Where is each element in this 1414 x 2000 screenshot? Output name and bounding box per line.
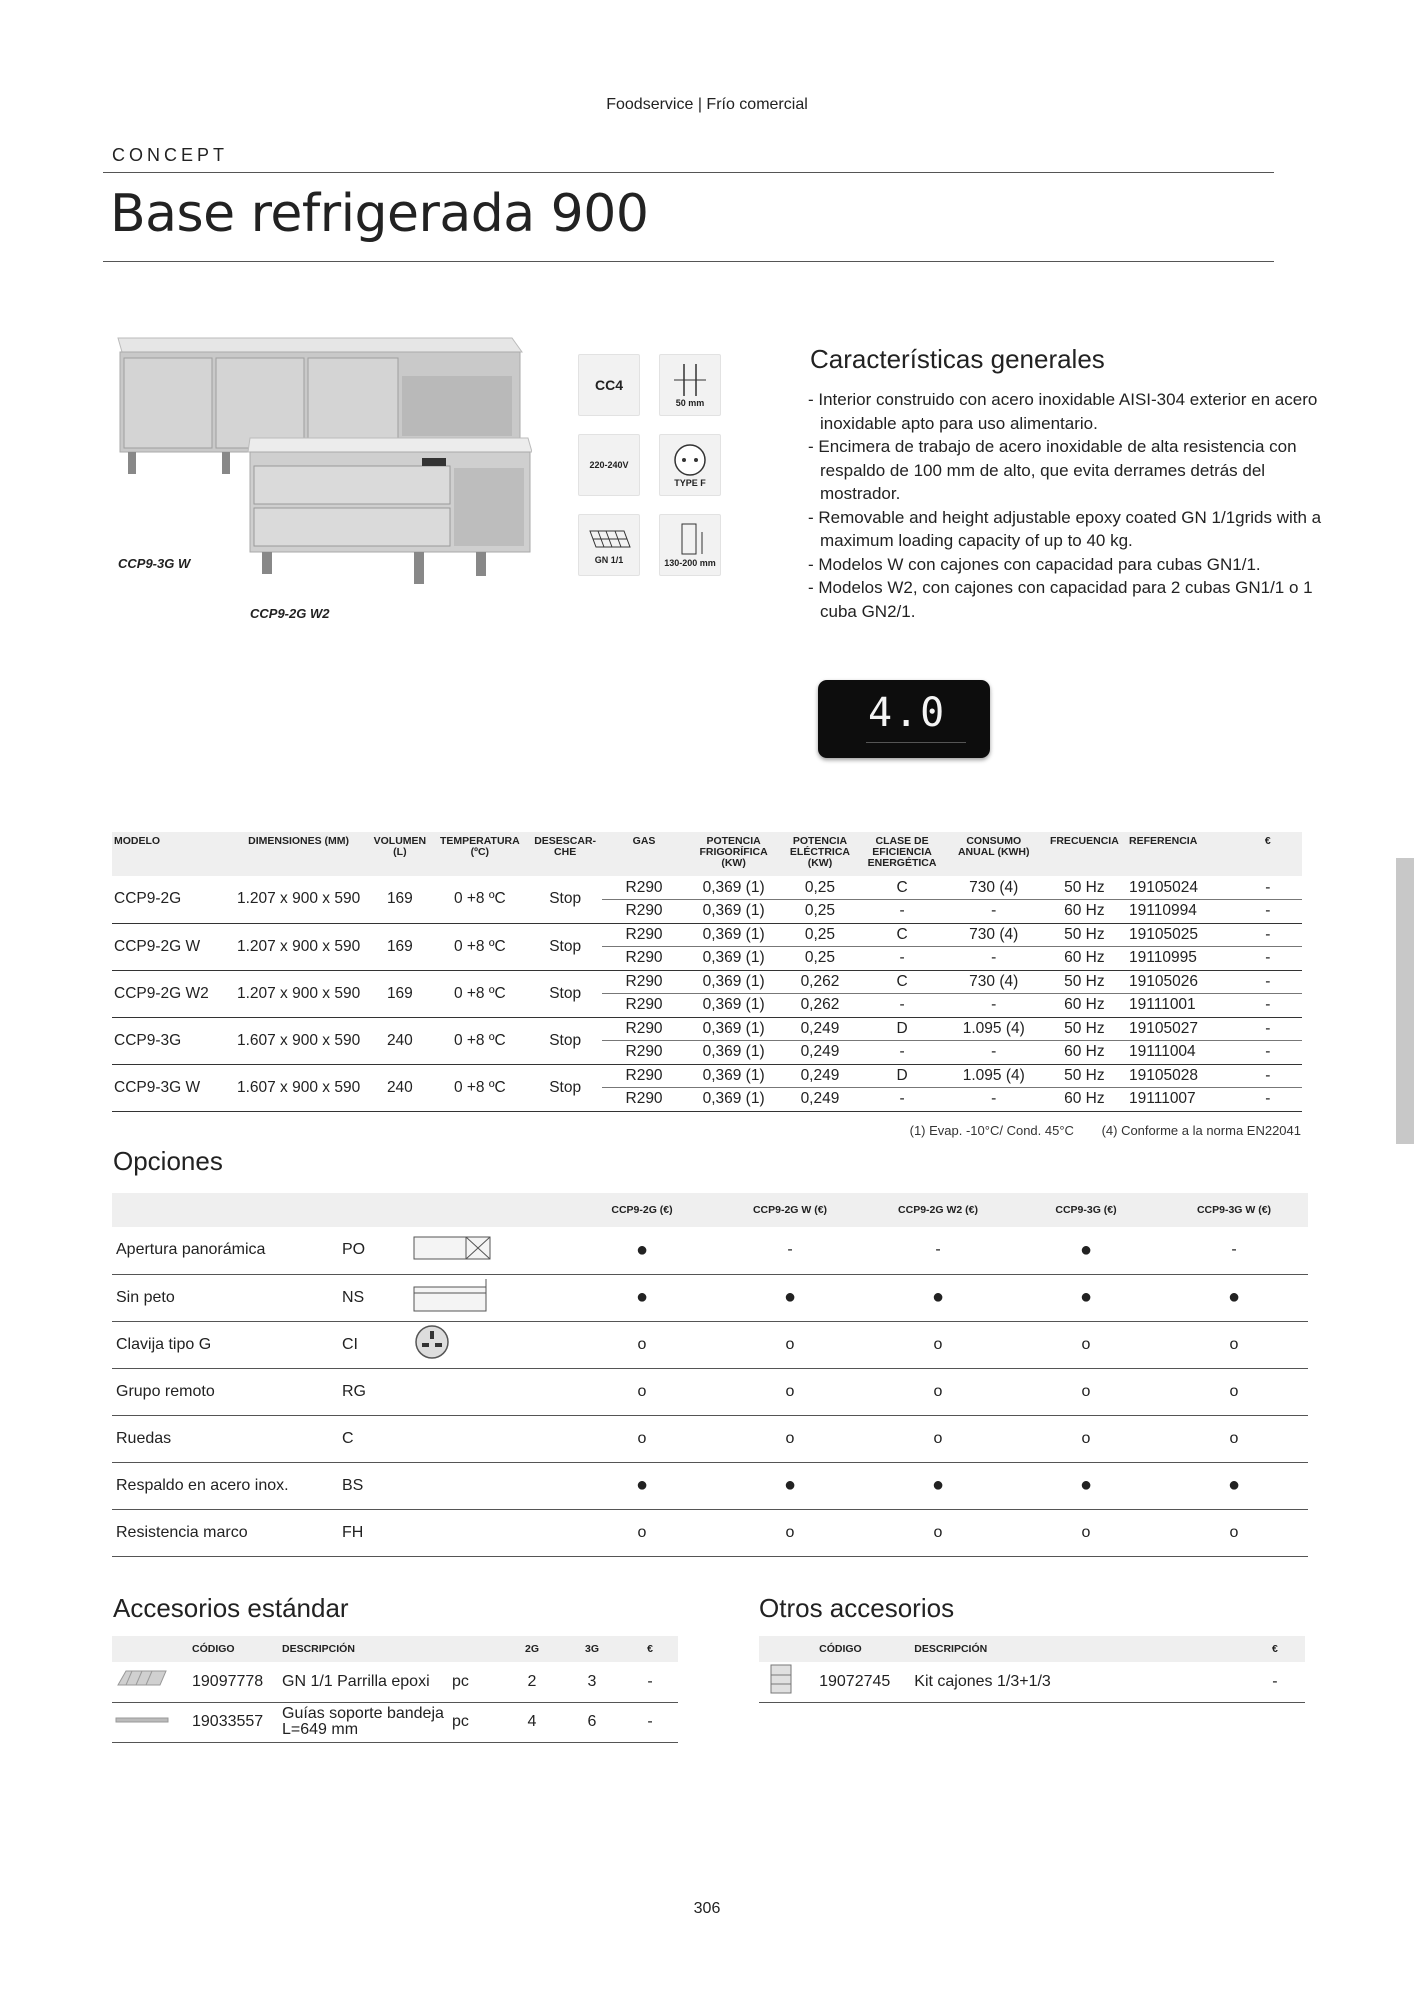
volume-cell: 240 xyxy=(368,1017,432,1064)
frequency-cell: 60 Hz xyxy=(1042,994,1127,1018)
annual-consumption-cell: - xyxy=(946,994,1042,1018)
table-header-row xyxy=(112,1193,1308,1227)
leg-height-icon: 130-200 mm xyxy=(659,514,721,576)
other-accessories-title: Otros accesorios xyxy=(759,1593,955,1623)
availability-cell: o xyxy=(716,1368,864,1415)
list-item: - Modelos W2, con cajones con capacidad para 2 cubas GN1/1 o 1 cuba GN2/1. xyxy=(808,578,1313,621)
annual-consumption-cell: 1.095 (4) xyxy=(946,1064,1042,1088)
price-cell: - xyxy=(1234,900,1302,924)
accessory-unit: pc xyxy=(452,1662,502,1702)
price-cell: - xyxy=(1234,994,1302,1018)
divider xyxy=(103,172,1274,173)
cooling-power-cell: 0,369 (1) xyxy=(686,1088,782,1112)
cooling-power-cell: 0,369 (1) xyxy=(686,947,782,971)
reference-cell: 19105026 xyxy=(1127,970,1234,994)
availability-cell: ● xyxy=(716,1274,864,1321)
cooling-power-cell: 0,369 (1) xyxy=(686,1064,782,1088)
availability-cell: o xyxy=(716,1415,864,1462)
availability-cell: o xyxy=(1012,1368,1160,1415)
model-cell: CCP9-3G xyxy=(112,1017,229,1064)
price-cell: - xyxy=(1234,876,1302,900)
accessory-description: Guías soporte bandeja L=649 mm xyxy=(282,1702,452,1742)
gas-cell: R290 xyxy=(602,923,685,947)
frequency-cell: 50 Hz xyxy=(1042,1064,1127,1088)
dimensions-cell: 1.207 x 900 x 590 xyxy=(229,876,368,923)
column-header: FRECUENCIA xyxy=(1042,832,1127,876)
gas-cell: R290 xyxy=(602,900,685,924)
note: (4) Conforme a la norma EN22041 xyxy=(1101,1123,1301,1138)
option-code: RG xyxy=(342,1368,412,1415)
divider xyxy=(103,261,1274,262)
gas-cell: R290 xyxy=(602,876,685,900)
price-cell: - xyxy=(1234,1041,1302,1065)
electric-power-cell: 0,262 xyxy=(782,994,859,1018)
column-header: € xyxy=(1234,832,1302,876)
model-cell: CCP9-2G xyxy=(112,876,229,923)
column-header: 3G xyxy=(562,1636,622,1662)
qty-3g: 3 xyxy=(562,1662,622,1702)
gas-cell: R290 xyxy=(602,994,685,1018)
climate-class-icon: CC4 xyxy=(578,354,640,416)
option-name: Apertura panorámica xyxy=(112,1227,342,1274)
column-header: CCP9-2G (€) xyxy=(568,1193,716,1227)
note: (1) Evap. -10°C/ Cond. 45°C xyxy=(909,1123,1074,1138)
column-header: € xyxy=(1245,1636,1305,1662)
cooling-power-cell: 0,369 (1) xyxy=(686,1041,782,1065)
availability-cell: o xyxy=(1012,1509,1160,1556)
gas-cell: R290 xyxy=(602,1088,685,1112)
reference-cell: 19110995 xyxy=(1127,947,1234,971)
defrost-cell: Stop xyxy=(528,970,603,1017)
column-header: GAS xyxy=(602,832,685,876)
availability-cell: o xyxy=(1160,1415,1308,1462)
qty-3g: 6 xyxy=(562,1702,622,1742)
availability-cell: ● xyxy=(716,1462,864,1509)
availability-cell: o xyxy=(864,1321,1012,1368)
column-header: TEMPERATURA (ºC) xyxy=(432,832,528,876)
table-row xyxy=(112,923,1302,947)
no-backsplash-icon xyxy=(412,1274,568,1321)
electric-power-cell: 0,25 xyxy=(782,923,859,947)
column-header: DESESCAR- CHE xyxy=(528,832,603,876)
availability-cell: o xyxy=(864,1415,1012,1462)
table-row xyxy=(112,1368,1308,1415)
table-header-row xyxy=(112,1636,678,1662)
image-caption: CCP9-2G W2 xyxy=(250,606,330,621)
accessory-description: Kit cajones 1/3+1/3 xyxy=(914,1662,1245,1702)
table-row xyxy=(112,876,1302,900)
options-table xyxy=(112,1193,1308,1557)
characteristics-list xyxy=(808,388,1338,623)
table-header-row xyxy=(759,1636,1305,1662)
availability-cell: ● xyxy=(1012,1274,1160,1321)
accessory-code: 19072745 xyxy=(819,1662,914,1702)
electric-power-cell: 0,262 xyxy=(782,970,859,994)
volume-cell: 240 xyxy=(368,1064,432,1111)
model-cell: CCP9-2G W xyxy=(112,923,229,970)
table-row xyxy=(112,1064,1302,1088)
option-icon-empty xyxy=(412,1509,568,1556)
section-header: Foodservice | Frío comercial xyxy=(606,96,808,113)
availability-cell: o xyxy=(1160,1321,1308,1368)
temperature-cell: 0 +8 ºC xyxy=(432,970,528,1017)
energy-class-cell: - xyxy=(858,900,945,924)
button-row xyxy=(866,742,966,743)
availability-cell: o xyxy=(1160,1368,1308,1415)
availability-cell: - xyxy=(864,1227,1012,1274)
availability-cell: ● xyxy=(1160,1462,1308,1509)
dimensions-cell: 1.207 x 900 x 590 xyxy=(229,923,368,970)
dimensions-cell: 1.607 x 900 x 590 xyxy=(229,1017,368,1064)
gas-cell: R290 xyxy=(602,1017,685,1041)
defrost-cell: Stop xyxy=(528,923,603,970)
annual-consumption-cell: 1.095 (4) xyxy=(946,1017,1042,1041)
option-name: Clavija tipo G xyxy=(112,1321,342,1368)
reference-cell: 19110994 xyxy=(1127,900,1234,924)
temperature-reading: 4.0 xyxy=(868,690,947,736)
table-row xyxy=(112,1509,1308,1556)
accessory-price: - xyxy=(622,1662,678,1702)
availability-cell: - xyxy=(716,1227,864,1274)
qty-2g: 2 xyxy=(502,1662,562,1702)
annual-consumption-cell: 730 (4) xyxy=(946,876,1042,900)
cooling-power-cell: 0,369 (1) xyxy=(686,900,782,924)
availability-cell: o xyxy=(716,1321,864,1368)
controller-display xyxy=(818,680,990,758)
option-icon-empty xyxy=(412,1462,568,1509)
price-cell: - xyxy=(1234,923,1302,947)
volume-cell: 169 xyxy=(368,876,432,923)
column-header: REFERENCIA xyxy=(1127,832,1234,876)
accessory-code: 19033557 xyxy=(192,1702,282,1742)
option-name: Respaldo en acero inox. xyxy=(112,1462,342,1509)
frequency-cell: 50 Hz xyxy=(1042,1017,1127,1041)
accessory-price: - xyxy=(1245,1662,1305,1702)
list-item: - Modelos W con cajones con capacidad para cubas GN1/1. xyxy=(808,554,1261,574)
gas-cell: R290 xyxy=(602,1041,685,1065)
product-image xyxy=(112,318,532,618)
availability-cell: o xyxy=(1160,1509,1308,1556)
accessory-unit: pc xyxy=(452,1702,502,1742)
reference-cell: 19105024 xyxy=(1127,876,1234,900)
electric-power-cell: 0,249 xyxy=(782,1041,859,1065)
defrost-cell: Stop xyxy=(528,1064,603,1111)
temperature-cell: 0 +8 ºC xyxy=(432,1017,528,1064)
option-code: CI xyxy=(342,1321,412,1368)
gn-grid-icon: GN 1/1 xyxy=(578,514,640,576)
characteristics-title: Características generales xyxy=(810,344,1105,374)
frequency-cell: 50 Hz xyxy=(1042,970,1127,994)
electric-power-cell: 0,249 xyxy=(782,1064,859,1088)
page-title: Base refrigerada 900 xyxy=(110,184,649,244)
temperature-cell: 0 +8 ºC xyxy=(432,876,528,923)
cooling-power-cell: 0,369 (1) xyxy=(686,876,782,900)
column-header: CÓDIGO xyxy=(819,1636,914,1662)
option-code: BS xyxy=(342,1462,412,1509)
option-name: Ruedas xyxy=(112,1415,342,1462)
product-line: CONCEPT xyxy=(112,145,229,165)
reference-cell: 19111004 xyxy=(1127,1041,1234,1065)
temperature-cell: 0 +8 ºC xyxy=(432,1064,528,1111)
availability-cell: ● xyxy=(864,1274,1012,1321)
table-row xyxy=(112,1702,678,1742)
annual-consumption-cell: - xyxy=(946,947,1042,971)
availability-cell: o xyxy=(568,1321,716,1368)
annual-consumption-cell: - xyxy=(946,1088,1042,1112)
other-accessories-table xyxy=(759,1636,1305,1703)
table-row xyxy=(112,1274,1308,1321)
availability-cell: ● xyxy=(568,1227,716,1274)
availability-cell: - xyxy=(1160,1227,1308,1274)
table-row xyxy=(112,970,1302,994)
option-name: Resistencia marco xyxy=(112,1509,342,1556)
frequency-cell: 60 Hz xyxy=(1042,947,1127,971)
dimensions-cell: 1.207 x 900 x 590 xyxy=(229,970,368,1017)
table-row xyxy=(112,1321,1308,1368)
annual-consumption-cell: 730 (4) xyxy=(946,970,1042,994)
reference-cell: 19105025 xyxy=(1127,923,1234,947)
availability-cell: o xyxy=(716,1509,864,1556)
accessory-price: - xyxy=(622,1702,678,1742)
list-item: - Interior construido con acero inoxidable AISI-304 exterior en acero inoxidable apto para uso alimentario. xyxy=(808,390,1318,433)
temperature-cell: 0 +8 ºC xyxy=(432,923,528,970)
column-header: DESCRIPCIÓN xyxy=(282,1636,452,1662)
options-title: Opciones xyxy=(113,1146,223,1176)
gas-cell: R290 xyxy=(602,970,685,994)
defrost-cell: Stop xyxy=(528,1017,603,1064)
option-code: FH xyxy=(342,1509,412,1556)
table-row xyxy=(112,1415,1308,1462)
availability-cell: o xyxy=(1012,1321,1160,1368)
cooling-power-cell: 0,369 (1) xyxy=(686,970,782,994)
defrost-cell: Stop xyxy=(528,876,603,923)
annual-consumption-cell: 730 (4) xyxy=(946,923,1042,947)
column-header: DIMENSIONES (MM) xyxy=(229,832,368,876)
energy-class-cell: - xyxy=(858,947,945,971)
energy-class-cell: C xyxy=(858,876,945,900)
dimensions-cell: 1.607 x 900 x 590 xyxy=(229,1064,368,1111)
gas-cell: R290 xyxy=(602,1064,685,1088)
availability-cell: ● xyxy=(1012,1462,1160,1509)
frequency-cell: 50 Hz xyxy=(1042,923,1127,947)
page-number: 306 xyxy=(693,1900,721,1917)
availability-cell: o xyxy=(568,1368,716,1415)
list-item: - Removable and height adjustable epoxy coated GN 1/1grids with a maximum loading capacity of up to 40 kg. xyxy=(808,507,1322,550)
column-header: CCP9-3G (€) xyxy=(1012,1193,1160,1227)
availability-cell: o xyxy=(864,1368,1012,1415)
spec-table xyxy=(112,832,1302,1112)
list-item: - Encimera de trabajo de acero inoxidable de alta resistencia con respaldo de 100 mm de alto, que evita derrames detrás del mostrador. xyxy=(808,437,1297,503)
plug-type-g-icon xyxy=(412,1321,568,1368)
standard-accessories-title: Accesorios estándar xyxy=(113,1593,349,1623)
energy-class-cell: - xyxy=(858,1041,945,1065)
column-header: CCP9-3G W (€) xyxy=(1160,1193,1308,1227)
price-cell: - xyxy=(1234,1017,1302,1041)
frequency-cell: 60 Hz xyxy=(1042,1088,1127,1112)
energy-class-cell: D xyxy=(858,1064,945,1088)
table-notes xyxy=(886,1123,1301,1138)
option-code: C xyxy=(342,1415,412,1462)
frequency-cell: 60 Hz xyxy=(1042,900,1127,924)
standard-accessories-table xyxy=(112,1636,678,1743)
availability-cell: o xyxy=(568,1415,716,1462)
availability-cell: ● xyxy=(864,1462,1012,1509)
option-code: PO xyxy=(342,1227,412,1274)
accessory-code: 19097778 xyxy=(192,1662,282,1702)
column-header: € xyxy=(622,1636,678,1662)
electric-power-cell: 0,249 xyxy=(782,1017,859,1041)
column-header: 2G xyxy=(502,1636,562,1662)
electric-power-cell: 0,25 xyxy=(782,947,859,971)
column-header: CONSUMO ANUAL (KWH) xyxy=(946,832,1042,876)
model-cell: CCP9-3G W xyxy=(112,1064,229,1111)
accessory-description: GN 1/1 Parrilla epoxi xyxy=(282,1662,452,1702)
annual-consumption-cell: - xyxy=(946,1041,1042,1065)
availability-cell: o xyxy=(568,1509,716,1556)
column-header: POTENCIA ELÉCTRICA (KW) xyxy=(782,832,859,876)
volume-cell: 169 xyxy=(368,923,432,970)
column-header: CLASE DE EFICIENCIA ENERGÉTICA xyxy=(858,832,945,876)
availability-cell: ● xyxy=(568,1462,716,1509)
table-row xyxy=(112,1227,1308,1274)
rail-guide-icon xyxy=(112,1702,192,1742)
column-header: CCP9-2G W2 (€) xyxy=(864,1193,1012,1227)
table-header-row xyxy=(112,832,1302,876)
electric-power-cell: 0,249 xyxy=(782,1088,859,1112)
price-cell: - xyxy=(1234,947,1302,971)
gas-cell: R290 xyxy=(602,947,685,971)
electric-power-cell: 0,25 xyxy=(782,900,859,924)
availability-cell: o xyxy=(864,1509,1012,1556)
availability-cell: o xyxy=(1012,1415,1160,1462)
option-icon-empty xyxy=(412,1368,568,1415)
frequency-cell: 50 Hz xyxy=(1042,876,1127,900)
price-cell: - xyxy=(1234,970,1302,994)
column-header: POTENCIA FRIGORÍFICA (KW) xyxy=(686,832,782,876)
column-header: DESCRIPCIÓN xyxy=(914,1636,1245,1662)
voltage-icon: 220-240V xyxy=(578,434,640,496)
cooling-power-cell: 0,369 (1) xyxy=(686,994,782,1018)
table-row xyxy=(112,1662,678,1702)
cooling-power-cell: 0,369 (1) xyxy=(686,923,782,947)
table-row xyxy=(112,1017,1302,1041)
column-header: MODELO xyxy=(112,832,229,876)
volume-cell: 169 xyxy=(368,970,432,1017)
drawer-kit-icon xyxy=(759,1662,819,1702)
option-code: NS xyxy=(342,1274,412,1321)
reference-cell: 19105027 xyxy=(1127,1017,1234,1041)
annual-consumption-cell: - xyxy=(946,900,1042,924)
energy-class-cell: C xyxy=(858,970,945,994)
option-icon-empty xyxy=(412,1415,568,1462)
reference-cell: 19105028 xyxy=(1127,1064,1234,1088)
frequency-cell: 60 Hz xyxy=(1042,1041,1127,1065)
energy-class-cell: D xyxy=(858,1017,945,1041)
reference-cell: 19111007 xyxy=(1127,1088,1234,1112)
energy-class-cell: C xyxy=(858,923,945,947)
panoramic-opening-icon xyxy=(412,1227,568,1274)
insulation-thickness-icon: 50 mm xyxy=(659,354,721,416)
grid-shelf-icon xyxy=(112,1662,192,1702)
option-name: Grupo remoto xyxy=(112,1368,342,1415)
image-caption: CCP9-3G W xyxy=(118,556,191,571)
qty-2g: 4 xyxy=(502,1702,562,1742)
column-header: CCP9-2G W (€) xyxy=(716,1193,864,1227)
option-name: Sin peto xyxy=(112,1274,342,1321)
column-header: CÓDIGO xyxy=(192,1636,282,1662)
reference-cell: 19111001 xyxy=(1127,994,1234,1018)
energy-class-cell: - xyxy=(858,1088,945,1112)
availability-cell: ● xyxy=(568,1274,716,1321)
plug-icon: TYPE F xyxy=(659,434,721,496)
availability-cell: ● xyxy=(1012,1227,1160,1274)
table-row xyxy=(759,1662,1305,1702)
column-header: VOLUMEN (L) xyxy=(368,832,432,876)
cooling-power-cell: 0,369 (1) xyxy=(686,1017,782,1041)
price-cell: - xyxy=(1234,1064,1302,1088)
electric-power-cell: 0,25 xyxy=(782,876,859,900)
table-row xyxy=(112,1462,1308,1509)
model-cell: CCP9-2G W2 xyxy=(112,970,229,1017)
availability-cell: ● xyxy=(1160,1274,1308,1321)
price-cell: - xyxy=(1234,1088,1302,1112)
side-tab xyxy=(1396,858,1414,1144)
energy-class-cell: - xyxy=(858,994,945,1018)
